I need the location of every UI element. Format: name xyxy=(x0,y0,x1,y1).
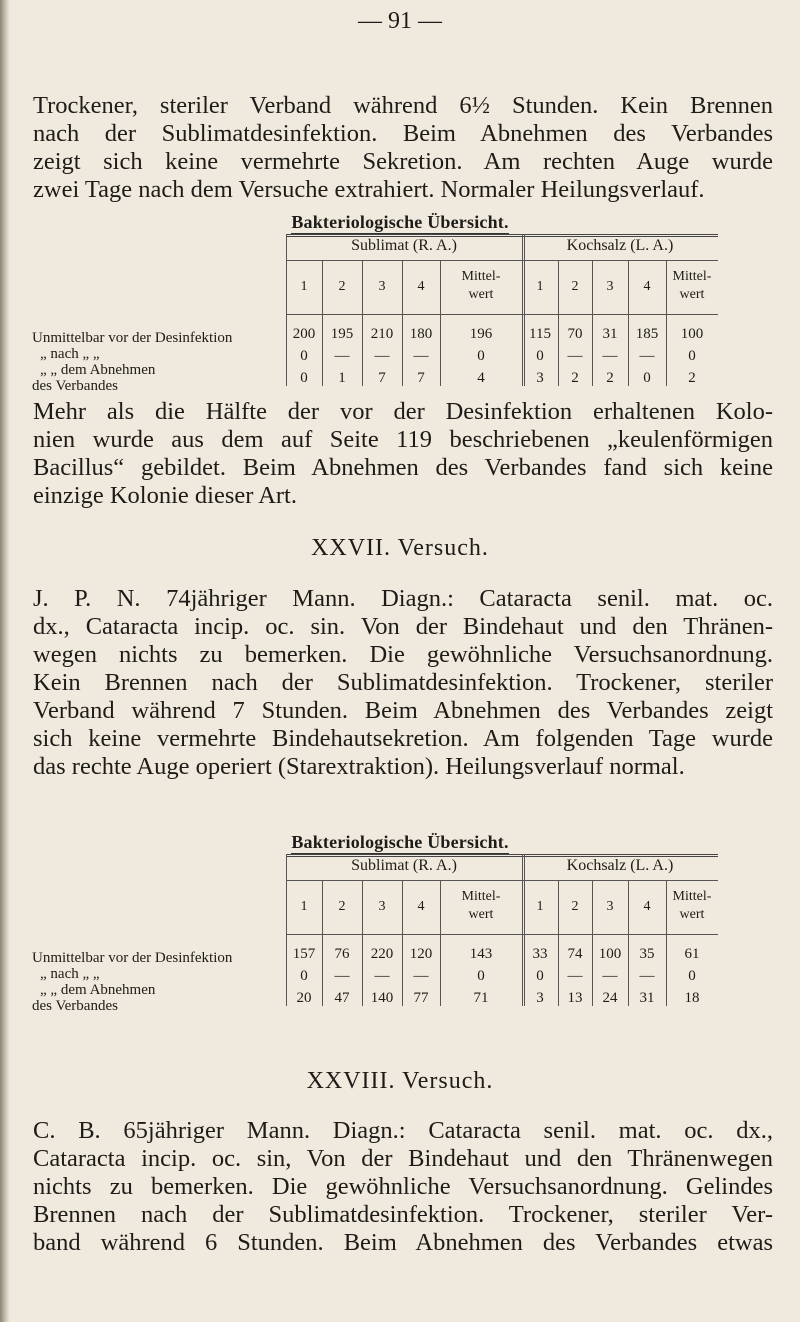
text-line: einzige Kolonie dieser Art. xyxy=(33,482,297,509)
column-header: 1 xyxy=(536,279,544,294)
table-cell: 4 xyxy=(477,370,485,386)
table-cell: 120 xyxy=(409,946,433,962)
text-line: nien wurde aus dem auf Seite 119 beschriebenen „keulenförmigen xyxy=(33,426,773,453)
page-number: — 91 — xyxy=(358,8,442,34)
column-header: 4 xyxy=(643,899,651,914)
table-cell: — xyxy=(602,348,618,364)
column-header: 3 xyxy=(378,899,386,914)
table-cell: 0 xyxy=(536,968,544,984)
row-label: „ nach „ „ xyxy=(40,966,100,982)
table-cell: 33 xyxy=(532,946,548,962)
table-cell: 0 xyxy=(688,968,696,984)
table-cell: 13 xyxy=(567,990,583,1006)
table-cell: 157 xyxy=(292,946,316,962)
column-header-rule xyxy=(286,934,718,935)
table-cell: 0 xyxy=(300,348,308,364)
text-line: nichts zu bemerken. Die gewöhnliche Versuchsanordnung. Gelindes xyxy=(33,1173,773,1200)
table-cell: 24 xyxy=(602,990,618,1006)
group-header-rule xyxy=(286,260,718,261)
column-header: 2 xyxy=(571,279,579,294)
table-cell: 0 xyxy=(477,968,485,984)
table-cell: — xyxy=(639,348,655,364)
table-cell: 76 xyxy=(334,946,350,962)
table-cell: 7 xyxy=(417,370,425,386)
row-label: des Verbandes xyxy=(32,378,118,394)
column-header: 4 xyxy=(417,279,425,294)
paragraph-1 xyxy=(33,92,773,204)
table-cell: 0 xyxy=(536,348,544,364)
table-cell: 35 xyxy=(639,946,655,962)
table-cell: — xyxy=(413,348,429,364)
text-line: band während 6 Stunden. Beim Abnehmen des Verbandes etwas xyxy=(33,1229,773,1256)
table-cell: — xyxy=(413,968,429,984)
row-label: des Verbandes xyxy=(32,998,118,1014)
table-cell: — xyxy=(374,348,390,364)
paragraph-3 xyxy=(33,585,773,781)
table-cell: 0 xyxy=(300,968,308,984)
table-cell: 200 xyxy=(292,326,316,342)
table-cell: 0 xyxy=(477,348,485,364)
column-header: 2 xyxy=(571,899,579,914)
column-header: 2 xyxy=(338,899,346,914)
table-cell: 0 xyxy=(300,370,308,386)
text-line: nach der Sublimatdesinfektion. Beim Abnehmen des Verbandes xyxy=(33,120,773,147)
table-cell: 115 xyxy=(529,326,551,342)
table-cell: — xyxy=(639,968,655,984)
text-line: Verband während 7 Stunden. Beim Abnehmen des Verbandes zeigt xyxy=(33,697,773,724)
page-binding-edge xyxy=(0,0,10,1322)
text-line: J. P. N. 74jähriger Mann. Diagn.: Cataracta senil. mat. oc. xyxy=(33,585,773,612)
column-header: 3 xyxy=(606,899,614,914)
table-title-1: Bakteriologische Übersicht. xyxy=(291,212,509,232)
text-line: das rechte Auge operiert (Starextraktion). Heilungsverlauf normal. xyxy=(33,753,685,780)
paragraph-2 xyxy=(33,398,773,510)
column-header: Mittel- wert xyxy=(461,889,501,922)
table-cell: 18 xyxy=(684,990,700,1006)
text-line: C. B. 65jähriger Mann. Diagn.: Cataracta senil. mat. oc. dx., xyxy=(33,1117,773,1144)
table-cell: 3 xyxy=(536,370,544,386)
bacteriology-table-2 xyxy=(18,854,718,1014)
row-labels xyxy=(32,950,302,1014)
text-line: Mehr als die Hälfte der vor der Desinfektion erhaltenen Kolo- xyxy=(33,398,773,425)
row-label: Unmittelbar vor der Desinfektion xyxy=(32,950,233,966)
group-header-sublimat: Sublimat (R. A.) xyxy=(351,237,457,254)
table-cell: 0 xyxy=(643,370,651,386)
table-cell: — xyxy=(334,968,350,984)
table-cell: 210 xyxy=(370,326,394,342)
table-cell: 220 xyxy=(370,946,394,962)
table-cell: 2 xyxy=(606,370,614,386)
text-line: sich keine vermehrte Bindehautsekretion. Am folgenden Tage wurde xyxy=(33,725,773,752)
text-line: Cataracta incip. oc. sin, Von der Bindehaut und den Thränenwegen xyxy=(33,1145,773,1172)
group-header-kochsalz: Kochsalz (L. A.) xyxy=(566,237,674,254)
row-labels xyxy=(32,330,302,394)
text-line: Trockener, steriler Verband während 6½ Stunden. Kein Brennen xyxy=(33,92,773,119)
table-cell: — xyxy=(567,968,583,984)
column-header: 3 xyxy=(378,279,386,294)
table-cell: 195 xyxy=(330,326,354,342)
section-title-27: XXVII. Versuch. xyxy=(311,535,489,561)
group-header-sublimat: Sublimat (R. A.) xyxy=(351,857,457,874)
paragraph-4 xyxy=(33,1117,773,1257)
table-cell: 140 xyxy=(370,990,394,1006)
table-cell: 2 xyxy=(571,370,579,386)
row-label: „ nach „ „ xyxy=(40,346,100,362)
table-cell: 143 xyxy=(469,946,493,962)
table-cell: 77 xyxy=(413,990,429,1006)
text-line: Kein Brennen nach der Sublimatdesinfektion. Trockener, steriler xyxy=(33,669,773,696)
table-cell: 71 xyxy=(473,990,489,1006)
table-cell: 2 xyxy=(688,370,696,386)
row-label: „ „ dem Abnehmen xyxy=(40,982,156,998)
text-line: Bacillus“ gebildet. Beim Abnehmen des Verbandes fand sich keine xyxy=(33,454,773,481)
table-cell: — xyxy=(334,348,350,364)
column-header-rule xyxy=(286,314,718,315)
section-title-28: XXVIII. Versuch. xyxy=(306,1068,494,1094)
table-cell: 31 xyxy=(602,326,618,342)
table-cell: — xyxy=(567,348,583,364)
table-cell: 47 xyxy=(334,990,350,1006)
column-header: Mittel- wert xyxy=(672,269,712,302)
text-line: zeigt sich keine vermehrte Sekretion. Am rechten Auge wurde xyxy=(33,148,773,175)
table-cell: 7 xyxy=(378,370,386,386)
text-line: Brennen nach der Sublimatdesinfektion. Trockener, steriler Ver- xyxy=(33,1201,773,1228)
table-cell: 100 xyxy=(680,326,704,342)
column-header: 1 xyxy=(300,279,308,294)
column-header: 4 xyxy=(417,899,425,914)
table-cell: — xyxy=(602,968,618,984)
table-cell: 0 xyxy=(688,348,696,364)
column-header: 2 xyxy=(338,279,346,294)
table-cell: 20 xyxy=(296,990,312,1006)
table-cell: 185 xyxy=(635,326,659,342)
column-header: 1 xyxy=(536,899,544,914)
column-header: 3 xyxy=(606,279,614,294)
group-header-rule xyxy=(286,880,718,881)
bacteriology-table-1 xyxy=(18,234,718,394)
table-cell: 31 xyxy=(639,990,655,1006)
text-line: dx., Cataracta incip. oc. sin. Von der Bindehaut und den Thränen- xyxy=(33,613,773,640)
table-cell: — xyxy=(374,968,390,984)
column-header: 1 xyxy=(300,899,308,914)
table-cell: 3 xyxy=(536,990,544,1006)
column-header: Mittel- wert xyxy=(461,269,501,302)
table-cell: 70 xyxy=(567,326,583,342)
table-cell: 1 xyxy=(338,370,346,386)
text-line: wegen nichts zu bemerken. Die gewöhnliche Versuchsanordnung. xyxy=(33,641,773,668)
row-label: „ „ dem Abnehmen xyxy=(40,362,156,378)
table-cell: 196 xyxy=(469,326,493,342)
table-cell: 74 xyxy=(567,946,583,962)
table-cell: 61 xyxy=(684,946,700,962)
group-header-kochsalz: Kochsalz (L. A.) xyxy=(566,857,674,874)
column-header: 4 xyxy=(643,279,651,294)
table-cell: 100 xyxy=(598,946,622,962)
text-line: zwei Tage nach dem Versuche extrahiert. Normaler Heilungsverlauf. xyxy=(33,176,705,203)
table-cell: 180 xyxy=(409,326,433,342)
table-title-2: Bakteriologische Übersicht. xyxy=(291,832,509,852)
column-header: Mittel- wert xyxy=(672,889,712,922)
row-label: Unmittelbar vor der Desinfektion xyxy=(32,330,233,346)
